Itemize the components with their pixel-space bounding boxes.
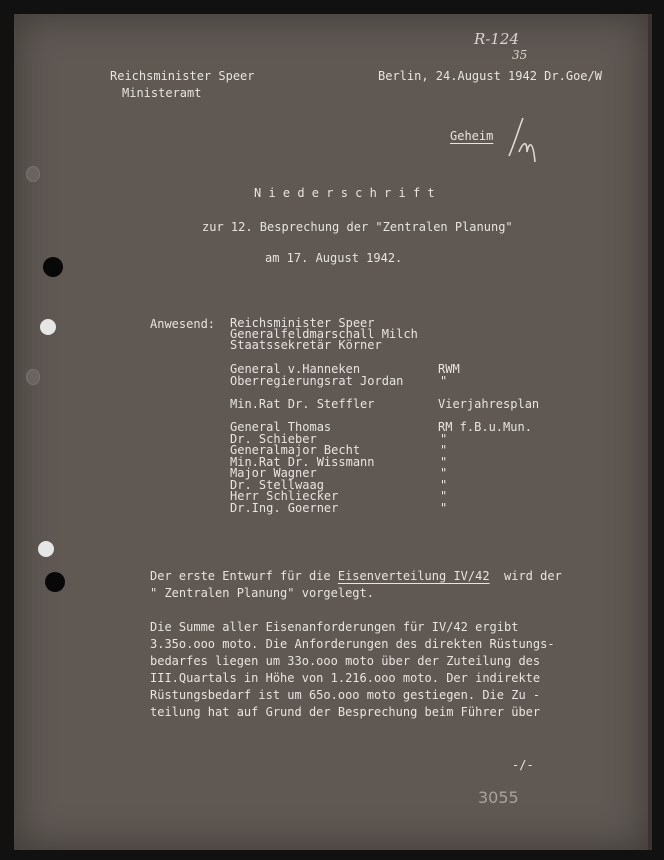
attendee-name: Generalfeldmarschall Milch <box>230 327 418 341</box>
sender-line2: Ministeramt <box>122 86 202 100</box>
attendee-name: General Thomas <box>230 420 332 434</box>
attendee-name: Reichsminister Speer <box>230 316 375 330</box>
paragraph-2-line: 3.35o.ooo moto. Die Anforderungen des direkten Rüstungs- <box>150 637 555 651</box>
page-edge <box>648 14 652 850</box>
attendee-org: " <box>440 443 448 457</box>
attendee-org: " <box>440 432 448 446</box>
attendee-name: Dr.Ing. Goerner <box>230 501 339 515</box>
attendee-org: " <box>440 466 448 480</box>
punch-hole <box>45 572 65 592</box>
attendee-org: Vierjahresplan <box>438 397 540 411</box>
paragraph-1-line-2: " Zentralen Planung" vorgelegt. <box>150 586 374 600</box>
attendee-name: Herr Schliecker <box>230 489 339 503</box>
attendee-org: RM f.B.u.Mun. <box>438 420 532 434</box>
attendee-org: " <box>440 478 448 492</box>
punch-hole <box>26 369 40 385</box>
attendee-org: RWM <box>438 362 460 376</box>
page-stamp-number: 3055 <box>478 788 519 807</box>
attendee-name: Staatssekretär Körner <box>230 338 382 352</box>
punch-hole <box>43 257 63 277</box>
attendee-org: " <box>440 374 448 388</box>
meeting-date: am 17. August 1942. <box>265 251 403 265</box>
attendee-name: General v.Hanneken <box>230 362 361 376</box>
punch-hole <box>38 541 54 557</box>
attendee-name: Oberregierungsrat Jordan <box>230 374 404 388</box>
attendee-org: " <box>440 455 448 469</box>
paragraph-text: Der erste Entwurf für die <box>150 569 338 583</box>
attendee-org: " <box>440 489 448 503</box>
attendee-name: Dr. Stellwaag <box>230 478 324 492</box>
paragraph-1-line-1 <box>150 570 562 582</box>
attendee-name: Min.Rat Dr. Steffler <box>230 397 375 411</box>
archive-mark: R-124 <box>474 30 519 48</box>
attendee-org: " <box>440 501 448 515</box>
attendee-name: Generalmajor Becht <box>230 443 361 457</box>
paragraph-2-line: teilung hat auf Grund der Besprechung beim Führer über <box>150 705 541 719</box>
paragraph-2-line: Rüstungsbedarf ist um 65o.ooo moto gestiegen. Die Zu - <box>150 688 541 702</box>
sender-line1: Reichsminister Speer <box>110 69 255 83</box>
punch-hole <box>40 319 56 335</box>
document-heading: N i e d e r s c h r i f t <box>254 186 435 200</box>
attendee-name: Dr. Schieber <box>230 432 317 446</box>
signature-initials <box>505 112 539 166</box>
document-subtitle: zur 12. Besprechung der "Zentralen Planung" <box>202 220 513 234</box>
archive-mark-sub: 35 <box>512 48 528 62</box>
underlined-term: Eisenverteilung IV/42 <box>337 569 490 583</box>
attendee-name: Major Wagner <box>230 466 317 480</box>
paragraph-text: wird der <box>489 569 562 583</box>
classification-label: Geheim <box>450 129 494 143</box>
punch-hole <box>26 166 40 182</box>
attendance-label: Anwesend: <box>150 317 216 331</box>
place-date: Berlin, 24.August 1942 Dr.Goe/W <box>378 69 602 83</box>
attendee-name: Min.Rat Dr. Wissmann <box>230 455 375 469</box>
paragraph-2-line: Die Summe aller Eisenanforderungen für IV/42 ergibt <box>150 620 519 634</box>
paragraph-2-line: III.Quartals in Höhe von 1.216.ooo moto. Der indirekte <box>150 671 541 685</box>
paragraph-2-line: bedarfes liegen um 33o.ooo moto über der Zuteilung des <box>150 654 541 668</box>
continuation-mark: -/- <box>512 758 534 772</box>
